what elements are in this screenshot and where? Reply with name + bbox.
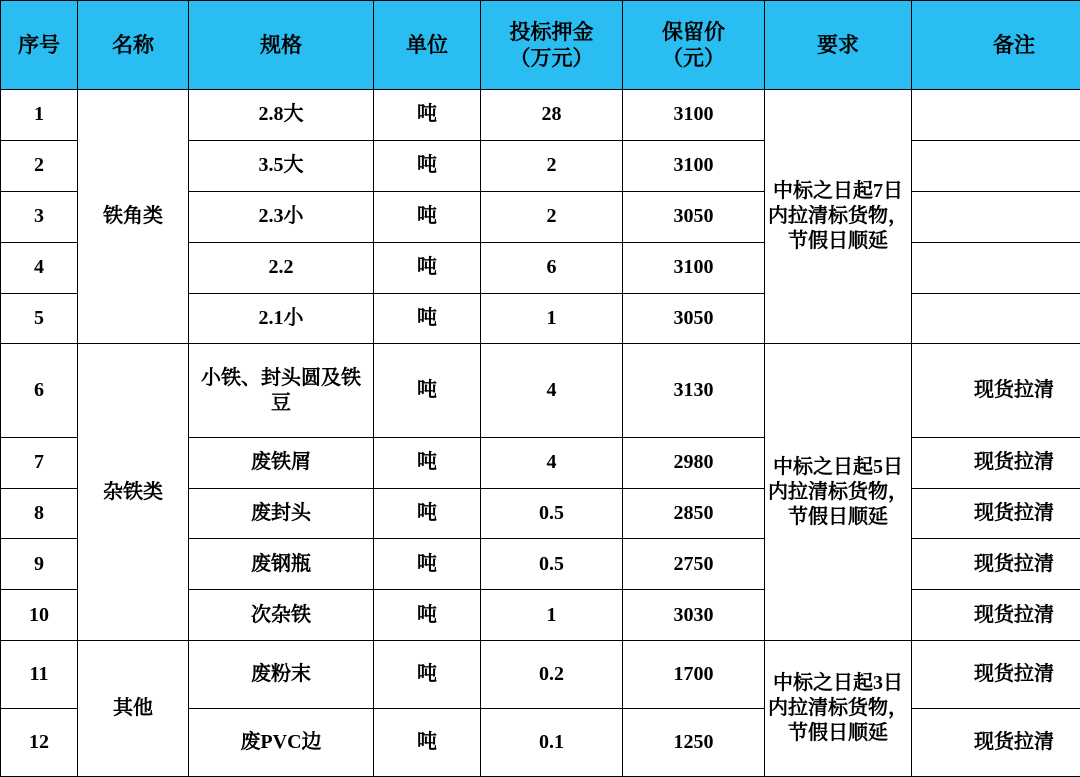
cell-seq: 2	[1, 140, 78, 191]
cell-unit: 吨	[374, 709, 481, 777]
table-row	[1, 344, 1080, 437]
cell-reserve: 3130	[623, 344, 765, 437]
cell-reserve: 3050	[623, 293, 765, 344]
header-row	[1, 1, 1080, 90]
cell-reserve: 3050	[623, 191, 765, 242]
cell-unit: 吨	[374, 539, 481, 590]
column-header-deposit	[481, 1, 623, 90]
cell-spec: 2.3小	[189, 191, 374, 242]
cell-spec: 小铁、封头圆及铁豆	[189, 344, 374, 437]
cell-spec: 废钢瓶	[189, 539, 374, 590]
column-header-remark: 备注	[912, 1, 1080, 90]
cell-unit: 吨	[374, 488, 481, 539]
cell-spec: 2.1小	[189, 293, 374, 344]
cell-reserve: 3030	[623, 590, 765, 641]
cell-deposit: 4	[481, 344, 623, 437]
cell-deposit: 0.5	[481, 488, 623, 539]
cell-requirement: 中标之日起3日内拉清标货物，节假日顺延	[765, 641, 912, 777]
cell-group-name: 杂铁类	[78, 344, 189, 641]
cell-remark: 现货拉清	[912, 641, 1080, 709]
cell-unit: 吨	[374, 590, 481, 641]
cell-reserve: 3100	[623, 90, 765, 141]
cell-deposit: 2	[481, 140, 623, 191]
cell-requirement: 中标之日起7日内拉清标货物，节假日顺延	[765, 90, 912, 344]
column-header-reserve-line2: （元）	[662, 46, 725, 70]
cell-unit: 吨	[374, 242, 481, 293]
column-header-spec: 规格	[189, 1, 374, 90]
cell-seq: 7	[1, 437, 78, 488]
column-header-seq: 序号	[1, 1, 78, 90]
cell-remark: 现货拉清	[912, 539, 1080, 590]
cell-deposit: 2	[481, 191, 623, 242]
cell-deposit: 28	[481, 90, 623, 141]
cell-deposit: 4	[481, 437, 623, 488]
column-header-reserve	[623, 1, 765, 90]
column-header-reserve-line1: 保留价	[662, 19, 725, 44]
table-body	[1, 90, 1080, 777]
cell-unit: 吨	[374, 344, 481, 437]
table-row	[1, 641, 1080, 709]
cell-spec: 次杂铁	[189, 590, 374, 641]
cell-spec: 3.5大	[189, 140, 374, 191]
cell-reserve: 2750	[623, 539, 765, 590]
cell-deposit: 0.1	[481, 709, 623, 777]
cell-group-name: 铁角类	[78, 90, 189, 344]
cell-spec: 废粉末	[189, 641, 374, 709]
cell-remark: 现货拉清	[912, 344, 1080, 437]
cell-reserve: 1700	[623, 641, 765, 709]
cell-spec: 废铁屑	[189, 437, 374, 488]
cell-deposit: 1	[481, 590, 623, 641]
table-header	[1, 1, 1080, 90]
cell-remark: 现货拉清	[912, 590, 1080, 641]
column-header-deposit-line1: 投标押金	[509, 19, 594, 44]
cell-seq: 5	[1, 293, 78, 344]
cell-unit: 吨	[374, 140, 481, 191]
cell-remark: 现货拉清	[912, 437, 1080, 488]
table-row	[1, 90, 1080, 141]
cell-seq: 9	[1, 539, 78, 590]
cell-spec: 2.8大	[189, 90, 374, 141]
cell-reserve: 2980	[623, 437, 765, 488]
cell-unit: 吨	[374, 293, 481, 344]
cell-spec: 废PVC边	[189, 709, 374, 777]
cell-requirement: 中标之日起5日内拉清标货物，节假日顺延	[765, 344, 912, 641]
cell-reserve: 2850	[623, 488, 765, 539]
cell-deposit: 1	[481, 293, 623, 344]
cell-reserve: 3100	[623, 140, 765, 191]
cell-remark	[912, 90, 1080, 141]
cell-seq: 1	[1, 90, 78, 141]
cell-seq: 12	[1, 709, 78, 777]
cell-spec: 废封头	[189, 488, 374, 539]
cell-seq: 10	[1, 590, 78, 641]
cell-unit: 吨	[374, 641, 481, 709]
cell-remark	[912, 293, 1080, 344]
column-header-unit: 单位	[374, 1, 481, 90]
cell-remark: 现货拉清	[912, 709, 1080, 777]
cell-deposit: 0.5	[481, 539, 623, 590]
cell-remark	[912, 191, 1080, 242]
cell-seq: 6	[1, 344, 78, 437]
cell-seq: 8	[1, 488, 78, 539]
cell-seq: 4	[1, 242, 78, 293]
cell-deposit: 0.2	[481, 641, 623, 709]
cell-group-name: 其他	[78, 641, 189, 777]
cell-seq: 11	[1, 641, 78, 709]
cell-unit: 吨	[374, 437, 481, 488]
cell-remark: 现货拉清	[912, 488, 1080, 539]
cell-seq: 3	[1, 191, 78, 242]
cell-reserve: 3100	[623, 242, 765, 293]
cell-unit: 吨	[374, 90, 481, 141]
cell-reserve: 1250	[623, 709, 765, 777]
column-header-name: 名称	[78, 1, 189, 90]
cell-remark	[912, 242, 1080, 293]
column-header-deposit-line2: （万元）	[509, 46, 594, 70]
cell-deposit: 6	[481, 242, 623, 293]
column-header-require: 要求	[765, 1, 912, 90]
cell-unit: 吨	[374, 191, 481, 242]
cell-spec: 2.2	[189, 242, 374, 293]
cell-remark	[912, 140, 1080, 191]
